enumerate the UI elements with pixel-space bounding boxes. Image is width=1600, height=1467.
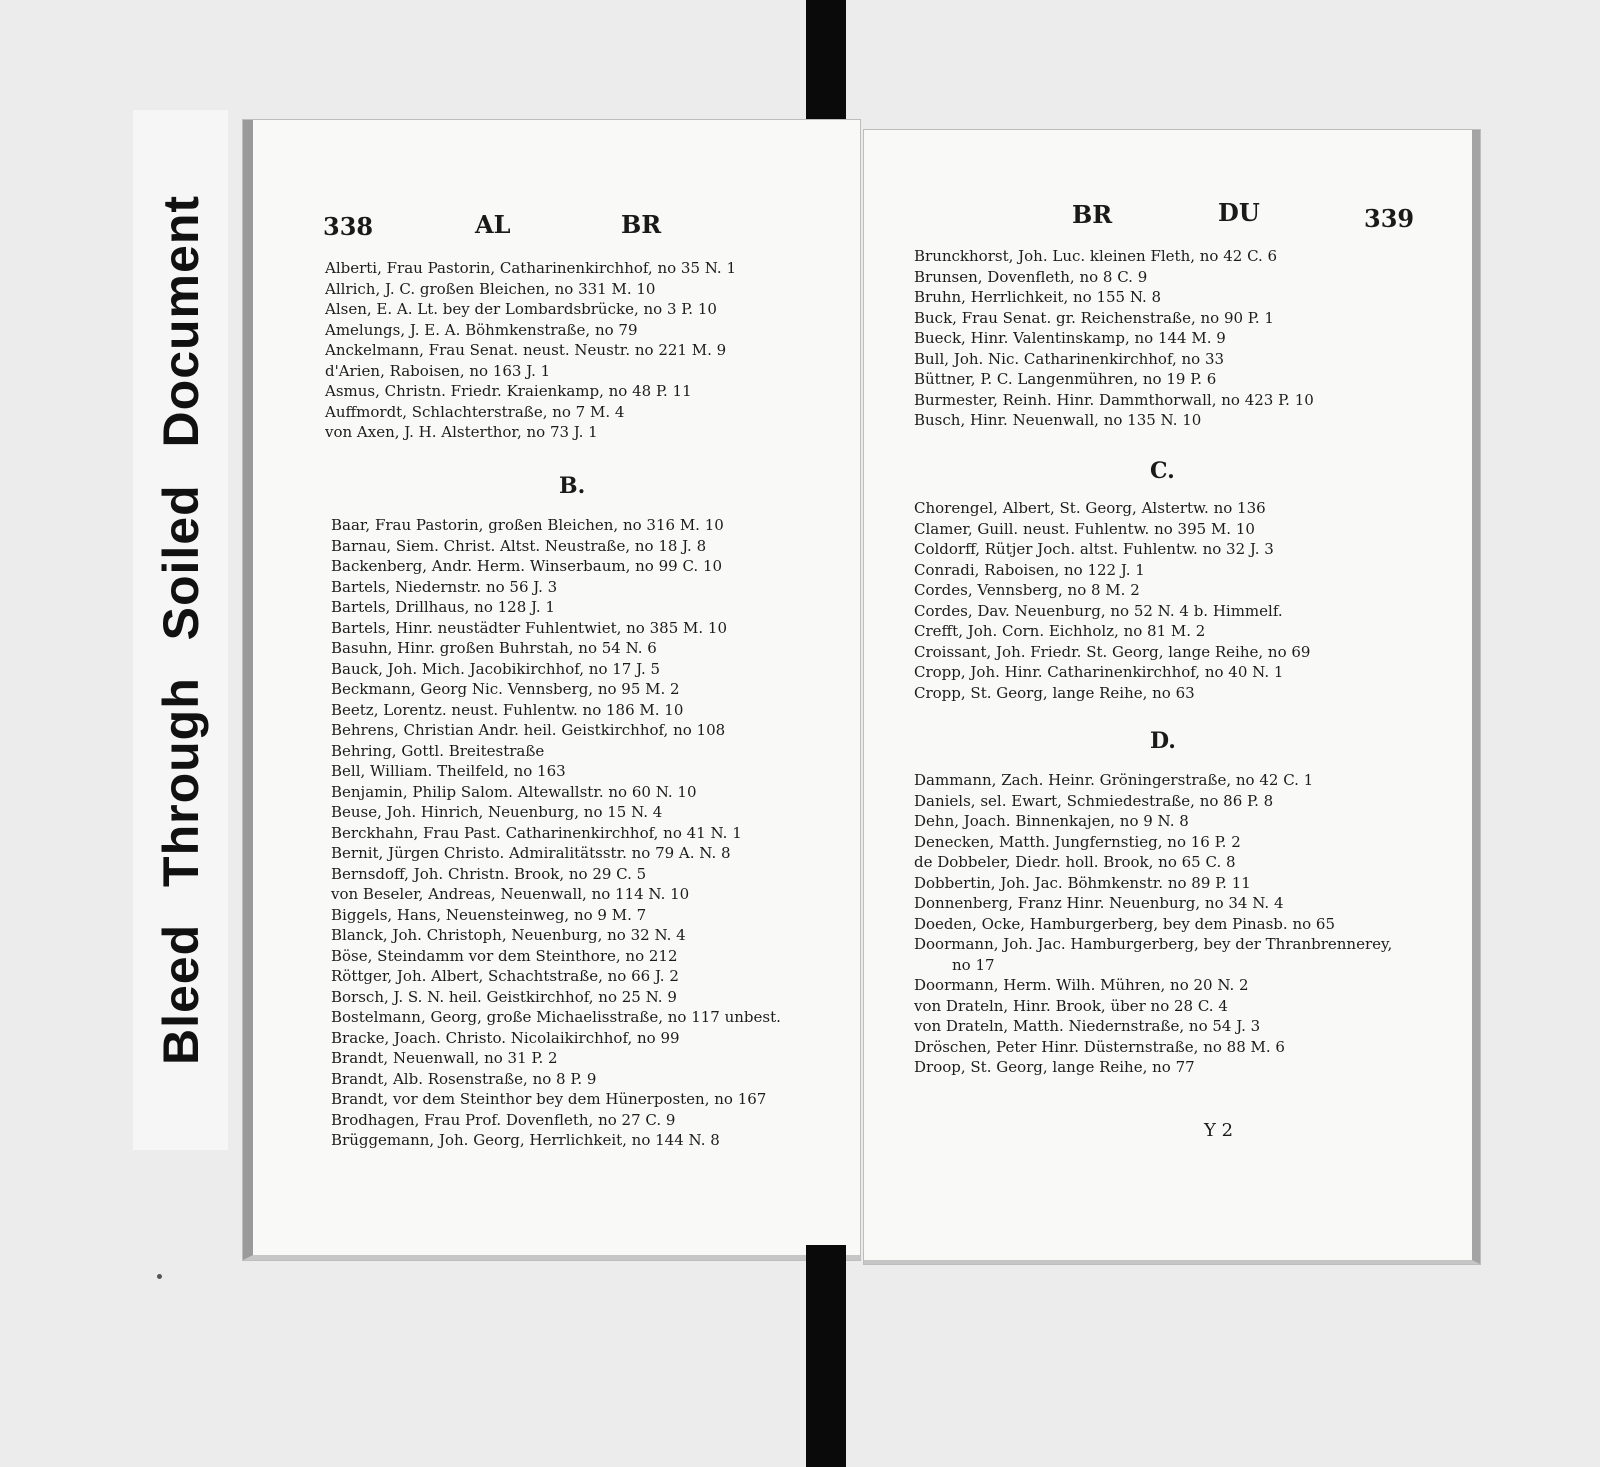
- list-item: Brunckhorst, Joh. Luc. kleinen Fleth, no 42 C. 6: [914, 247, 1278, 265]
- list-item: Auffmordt, Schlachterstraße, no 7 M. 4: [325, 402, 625, 421]
- list-item: Bueck, Hinr. Valentinskamp, no 144 M. 9: [914, 329, 1226, 347]
- list-item: Droop, St. Georg, lange Reihe, no 77: [914, 1058, 1195, 1076]
- list-item: Brodhagen, Frau Prof. Dovenfleth, no 27 C. 9: [331, 1110, 676, 1129]
- list-item: Crefft, Joh. Corn. Eichholz, no 81 M. 2: [914, 622, 1206, 640]
- entry-list-br: [914, 246, 1314, 431]
- list-item: Asmus, Christn. Friedr. Kraienkamp, no 48 P. 11: [325, 382, 692, 400]
- right-page: [864, 130, 1480, 1264]
- list-item: Doormann, Joh. Jac. Hamburgerberg, bey der Thranbrennerey,: [914, 935, 1393, 953]
- section-heading-b: B.: [559, 473, 586, 499]
- list-item: Doeden, Ocke, Hamburgerberg, bey dem Pinasb. no 65: [914, 914, 1335, 933]
- list-item: Daniels, sel. Ewart, Schmiedestraße, no 86 P. 8: [914, 791, 1274, 810]
- list-item: Clamer, Guill. neust. Fuhlentw. no 395 M. 10: [914, 519, 1255, 538]
- page-number-left: 338: [323, 212, 374, 241]
- list-item: Donnenberg, Franz Hinr. Neuenburg, no 34 N. 4: [914, 894, 1284, 912]
- header-right-start: BR: [1072, 200, 1113, 229]
- list-item: Backenberg, Andr. Herm. Winserbaum, no 99 C. 10: [331, 557, 723, 575]
- section-heading-d: D.: [1150, 728, 1176, 754]
- entry-list-a: [325, 258, 736, 443]
- list-item: Cordes, Vennsberg, no 8 M. 2: [914, 581, 1140, 599]
- list-item: Bruhn, Herrlichkeit, no 155 N. 8: [914, 288, 1162, 306]
- list-item: Brüggemann, Joh. Georg, Herrlichkeit, no 144 N. 8: [331, 1131, 720, 1149]
- list-item: Bostelmann, Georg, große Michaelisstraße, no 117 unbest.: [331, 1008, 781, 1026]
- list-item: Büttner, P. C. Langenmühren, no 19 P. 6: [914, 370, 1217, 388]
- header-left-start: AL: [475, 210, 511, 239]
- list-item: Brandt, Neuenwall, no 31 P. 2: [331, 1049, 558, 1067]
- list-item: Alsen, E. A. Lt. bey der Lombardsbrücke, no 3 P. 10: [325, 300, 717, 318]
- list-item: Dehn, Joach. Binnenkajen, no 9 N. 8: [914, 812, 1189, 830]
- list-item: Bell, William. Theilfeld, no 163: [331, 762, 566, 780]
- list-item: Baar, Frau Pastorin, großen Bleichen, no 316 M. 10: [331, 516, 724, 534]
- book-spine-top: [806, 0, 846, 140]
- list-item: von Drateln, Matth. Niedernstraße, no 54 J. 3: [914, 1017, 1261, 1035]
- list-item: Borsch, J. S. N. heil. Geistkirchhof, no 25 N. 9: [331, 987, 677, 1006]
- list-item: Conradi, Raboisen, no 122 J. 1: [914, 560, 1145, 579]
- bleed-through-stamp: [133, 110, 228, 1150]
- list-item: Berckhahn, Frau Past. Catharinenkirchhof, no 41 N. 1: [331, 823, 742, 842]
- list-item: Bartels, Hinr. neustädter Fuhlentwiet, no 385 M. 10: [331, 618, 727, 637]
- list-item: Basuhn, Hinr. großen Buhrstah, no 54 N. 6: [331, 639, 657, 657]
- list-item: Barnau, Siem. Christ. Altst. Neustraße, no 18 J. 8: [331, 536, 707, 555]
- list-item: Bauck, Joh. Mich. Jacobikirchhof, no 17 J. 5: [331, 659, 661, 678]
- list-item: Bernit, Jürgen Christo. Admiralitätsstr. no 79 A. N. 8: [331, 844, 731, 862]
- list-item: Behrens, Christian Andr. heil. Geistkirchhof, no 108: [331, 721, 726, 739]
- list-item: Brandt, vor dem Steinthor bey dem Hünerposten, no 167: [331, 1090, 767, 1108]
- list-item: Allrich, J. C. großen Bleichen, no 331 M. 10: [325, 279, 656, 298]
- list-item: Biggels, Hans, Neuensteinweg, no 9 M. 7: [331, 905, 647, 924]
- list-item: Röttger, Joh. Albert, Schachtstraße, no 66 J. 2: [331, 967, 679, 985]
- list-item: Busch, Hinr. Neuenwall, no 135 N. 10: [914, 411, 1202, 429]
- list-item: d'Arien, Raboisen, no 163 J. 1: [325, 361, 551, 380]
- list-item: Burmester, Reinh. Hinr. Dammthorwall, no 423 P. 10: [914, 390, 1314, 409]
- entry-list-c: [914, 498, 1310, 703]
- header-left-end: BR: [621, 210, 662, 239]
- list-item: Bracke, Joach. Christo. Nicolaikirchhof, no 99: [331, 1028, 680, 1047]
- list-item: Böse, Steindamm vor dem Steinthore, no 212: [331, 946, 678, 965]
- list-item: Buck, Frau Senat. gr. Reichenstraße, no 90 P. 1: [914, 308, 1274, 327]
- list-item: Beckmann, Georg Nic. Vennsberg, no 95 M. 2: [331, 680, 680, 698]
- list-item: Brandt, Alb. Rosenstraße, no 8 P. 9: [331, 1069, 597, 1088]
- list-item: Coldorff, Rütjer Joch. altst. Fuhlentw. no 32 J. 3: [914, 540, 1274, 558]
- list-item: Denecken, Matth. Jungfernstieg, no 16 P. 2: [914, 832, 1241, 851]
- list-item: Behring, Gottl. Breitestraße: [331, 741, 545, 760]
- list-item: von Beseler, Andreas, Neuenwall, no 114 N. 10: [331, 885, 690, 903]
- list-item: Brunsen, Dovenfleth, no 8 C. 9: [914, 267, 1148, 286]
- list-item: Dammann, Zach. Heinr. Gröningerstraße, no 42 C. 1: [914, 771, 1314, 789]
- list-item: Bartels, Drillhaus, no 128 J. 1: [331, 598, 555, 616]
- list-item: von Drateln, Hinr. Brook, über no 28 C. 4: [914, 996, 1228, 1015]
- list-item: Blanck, Joh. Christoph, Neuenburg, no 32 N. 4: [331, 926, 686, 944]
- page-number-right: 339: [1364, 204, 1415, 233]
- list-item: de Dobbeler, Diedr. holl. Brook, no 65 C. 8: [914, 853, 1236, 871]
- list-item: Cordes, Dav. Neuenburg, no 52 N. 4 b. Himmelf.: [914, 601, 1283, 620]
- list-item: Alberti, Frau Pastorin, Catharinenkirchhof, no 35 N. 1: [325, 259, 737, 277]
- entry-list-b: [331, 515, 781, 1151]
- list-item: Dobbertin, Joh. Jac. Böhmkenstr. no 89 P. 11: [914, 873, 1251, 892]
- list-item: Cropp, Joh. Hinr. Catharinenkirchhof, no 40 N. 1: [914, 663, 1284, 681]
- list-item: Beuse, Joh. Hinrich, Neuenburg, no 15 N. 4: [331, 803, 663, 821]
- section-heading-c: C.: [1150, 458, 1175, 484]
- list-item: Dröschen, Peter Hinr. Düsternstraße, no 88 M. 6: [914, 1037, 1285, 1056]
- list-item: Bernsdoff, Joh. Christn. Brook, no 29 C. 5: [331, 864, 647, 883]
- list-item: Cropp, St. Georg, lange Reihe, no 63: [914, 683, 1195, 702]
- list-item: Amelungs, J. E. A. Böhmkenstraße, no 79: [325, 320, 638, 339]
- list-item: Croissant, Joh. Friedr. St. Georg, lange Reihe, no 69: [914, 642, 1311, 661]
- signature-mark: Y 2: [1204, 1120, 1234, 1141]
- list-item: Bartels, Niedernstr. no 56 J. 3: [331, 577, 558, 596]
- list-item: von Axen, J. H. Alsterthor, no 73 J. 1: [325, 423, 598, 441]
- scan-speck: [157, 1274, 162, 1279]
- header-right-end: DU: [1218, 198, 1260, 227]
- list-item: no 17: [952, 955, 995, 974]
- list-item: Beetz, Lorentz. neust. Fuhlentw. no 186 M. 10: [331, 700, 684, 719]
- list-item: Anckelmann, Frau Senat. neust. Neustr. no 221 M. 9: [325, 341, 727, 359]
- list-item: Doormann, Herm. Wilh. Mühren, no 20 N. 2: [914, 976, 1249, 994]
- list-item: Chorengel, Albert, St. Georg, Alstertw. no 136: [914, 499, 1266, 517]
- entry-list-d: [914, 770, 1392, 1078]
- list-item: Benjamin, Philip Salom. Altewallstr. no 60 N. 10: [331, 782, 697, 801]
- left-page: [243, 120, 860, 1260]
- book-spine-bottom: [806, 1245, 846, 1467]
- stamp-label: Bleed Through Soiled Document: [152, 194, 209, 1066]
- list-item: Bull, Joh. Nic. Catharinenkirchhof, no 33: [914, 349, 1225, 368]
